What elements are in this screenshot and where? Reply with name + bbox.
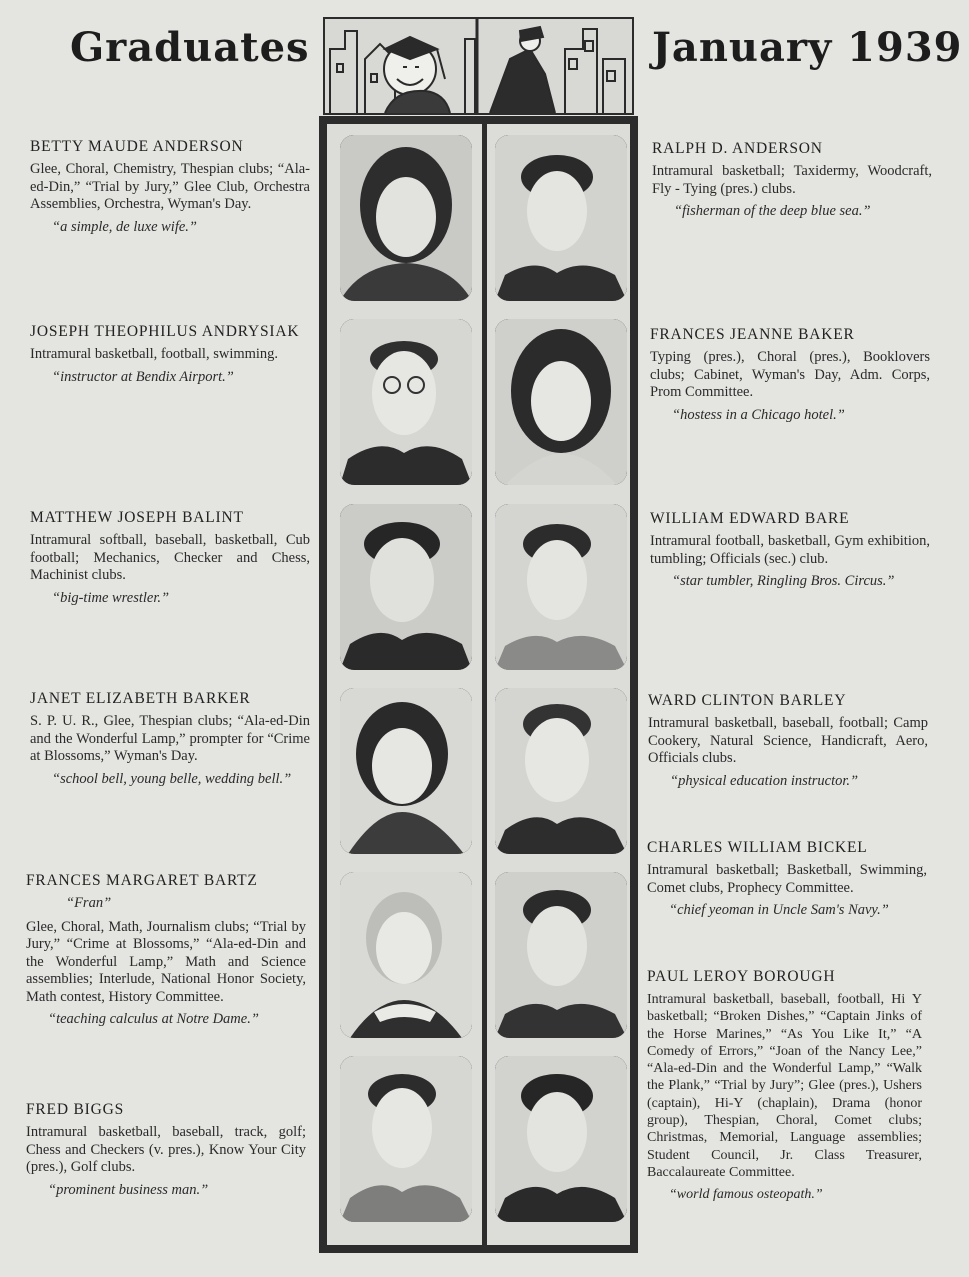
graduate-activities: Intramural basketball, football, swimming.	[30, 346, 279, 362]
portrait-joseph-theophilus-andrysiak	[340, 319, 472, 485]
portrait-ward-clinton-barley	[495, 688, 627, 854]
graduate-quote: “school bell, young belle, wedding bell.”	[52, 770, 292, 787]
graduate-entry	[30, 138, 310, 236]
graduate-activities: Intramural basketball, baseball, football; Camp Cookery, Natural Science, Handicraft, Aero, Officials clubs.	[648, 715, 928, 766]
portrait-frances-margaret-bartz	[340, 872, 472, 1038]
graduate-entry	[26, 872, 306, 1028]
graduate-quote: “instructor at Bendix Airport.”	[52, 368, 234, 385]
graduate-name: BETTY MAUDE ANDERSON	[30, 138, 244, 155]
graduate-name: FRED BIGGS	[26, 1101, 125, 1118]
portrait-charles-william-bickel	[495, 872, 627, 1038]
photo-strip	[319, 116, 638, 1253]
portrait-fred-biggs	[340, 1056, 472, 1222]
graduate-activities: Typing (pres.), Choral (pres.), Booklovers clubs; Cabinet, Wyman's Day, Adm. Corps, Prom Committee.	[650, 349, 930, 400]
graduate-quote: “teaching calculus at Notre Dame.”	[48, 1011, 259, 1027]
graduate-entry	[30, 509, 310, 607]
graduate-entry	[26, 1101, 306, 1199]
page-heading-left: Graduates	[70, 24, 310, 71]
photo-strip-divider	[482, 124, 487, 1245]
graduate-name: PAUL LEROY BOROUGH	[647, 968, 836, 985]
graduate-activities: Intramural football, basketball, Gym exhibition, tumbling; Officials (sec.) club.	[650, 533, 930, 567]
graduate-activities: Glee, Choral, Chemistry, Thespian clubs; “Ala-ed-Din,” “Trial by Jury,” Glee Club, Orchestra Assemblies, Orchestra, Wyman's Day.	[30, 161, 310, 212]
graduate-quote: “hostess in a Chicago hotel.”	[672, 406, 845, 423]
graduate-entry	[647, 968, 922, 1203]
graduate-activities: S. P. U. R., Glee, Thespian clubs; “Ala-ed-Din and the Wonderful Lamp,” prompter for “Crime at Blossoms,” Wyman's Day.	[30, 713, 310, 764]
graduate-nickname: “Fran”	[66, 895, 112, 911]
graduate-quote: “a simple, de luxe wife.”	[52, 218, 197, 235]
graduate-name: FRANCES JEANNE BAKER	[650, 326, 855, 343]
graduate-activities: Glee, Choral, Math, Journalism clubs; “Trial by Jury,” “Crime at Blossoms,” “Ala-ed-Din and the Wonderful Lamp,” Math and Science assemblies; Interlude, National Honor Society, Math contest, History Committee.	[26, 918, 306, 1005]
graduate-activities: Intramural softball, baseball, basketball, Cub football; Mechanics, Checker and Chess, Machinist clubs.	[30, 532, 310, 583]
portrait-paul-leroy-borough	[495, 1056, 627, 1222]
portrait-frances-jeanne-baker	[495, 319, 627, 485]
graduate-quote: “world famous osteopath.”	[669, 1187, 823, 1203]
graduate-activities: Intramural basketball, baseball, track, golf; Chess and Checkers (v. pres.), Know Your City (pres.), Golf clubs.	[26, 1124, 306, 1175]
portrait-william-edward-bare	[495, 504, 627, 670]
graduate-entry	[648, 692, 928, 790]
graduate-entry	[650, 326, 930, 424]
graduate-quote: “fisherman of the deep blue sea.”	[674, 203, 871, 219]
graduate-quote: “chief yeoman in Uncle Sam's Navy.”	[669, 902, 889, 918]
portrait-betty-maude-anderson	[340, 135, 472, 301]
graduate-activities: Intramural basketball, baseball, football, Hi Y basketball; “Broken Dishes,” “Captain Jinks of the Horse Marines,” “As You Like It,” “A Comedy of Errors,” “Joan of the Nancy Lee,” “Ala-ed-Din and the Wonderful Lamp,” “Walk the Plank,” “Trial by Jury”; Glee (pres.), Ushers (captain), Hi-Y (chaplain), Drama (honor group), Thespian, Choral, Comet clubs; Christmas, Memorial, Language assemblies; Student Council, Jr. Class Treasurer, Baccalaureate Committee.	[647, 992, 922, 1180]
graduate-entry	[30, 690, 310, 788]
graduate-quote: “physical education instructor.”	[670, 772, 859, 789]
graduate-quote: “prominent business man.”	[48, 1181, 209, 1198]
graduate-name: CHARLES WILLIAM BICKEL	[647, 839, 868, 856]
graduate-name: WILLIAM EDWARD BARE	[650, 510, 850, 527]
graduate-entry	[647, 839, 927, 919]
graduate-quote: “big-time wrestler.”	[52, 589, 170, 606]
graduate-entry	[650, 510, 930, 590]
graduate-name: JANET ELIZABETH BARKER	[30, 690, 251, 707]
portrait-ralph-d-anderson	[495, 135, 627, 301]
graduate-name: WARD CLINTON BARLEY	[648, 692, 847, 709]
page-heading-right: January 1939	[652, 24, 963, 71]
graduate-quote: “star tumbler, Ringling Bros. Circus.”	[672, 573, 895, 589]
portrait-matthew-joseph-balint	[340, 504, 472, 670]
graduate-name: FRANCES MARGARET BARTZ	[26, 872, 258, 889]
graduate-entry	[652, 140, 932, 220]
graduate-activities: Intramural basketball; Basketball, Swimming, Comet clubs, Prophecy Committee.	[647, 862, 927, 896]
graduate-name: RALPH D. ANDERSON	[652, 140, 823, 157]
portrait-janet-elizabeth-barker	[340, 688, 472, 854]
graduate-name: JOSEPH THEOPHILUS ANDRYSIAK	[30, 323, 300, 340]
graduate-name: MATTHEW JOSEPH BALINT	[30, 509, 244, 526]
header-illustration	[323, 17, 634, 115]
graduate-entry	[30, 323, 310, 386]
graduate-activities: Intramural basketball; Taxidermy, Woodcraft, Fly - Tying (pres.) clubs.	[652, 163, 932, 197]
